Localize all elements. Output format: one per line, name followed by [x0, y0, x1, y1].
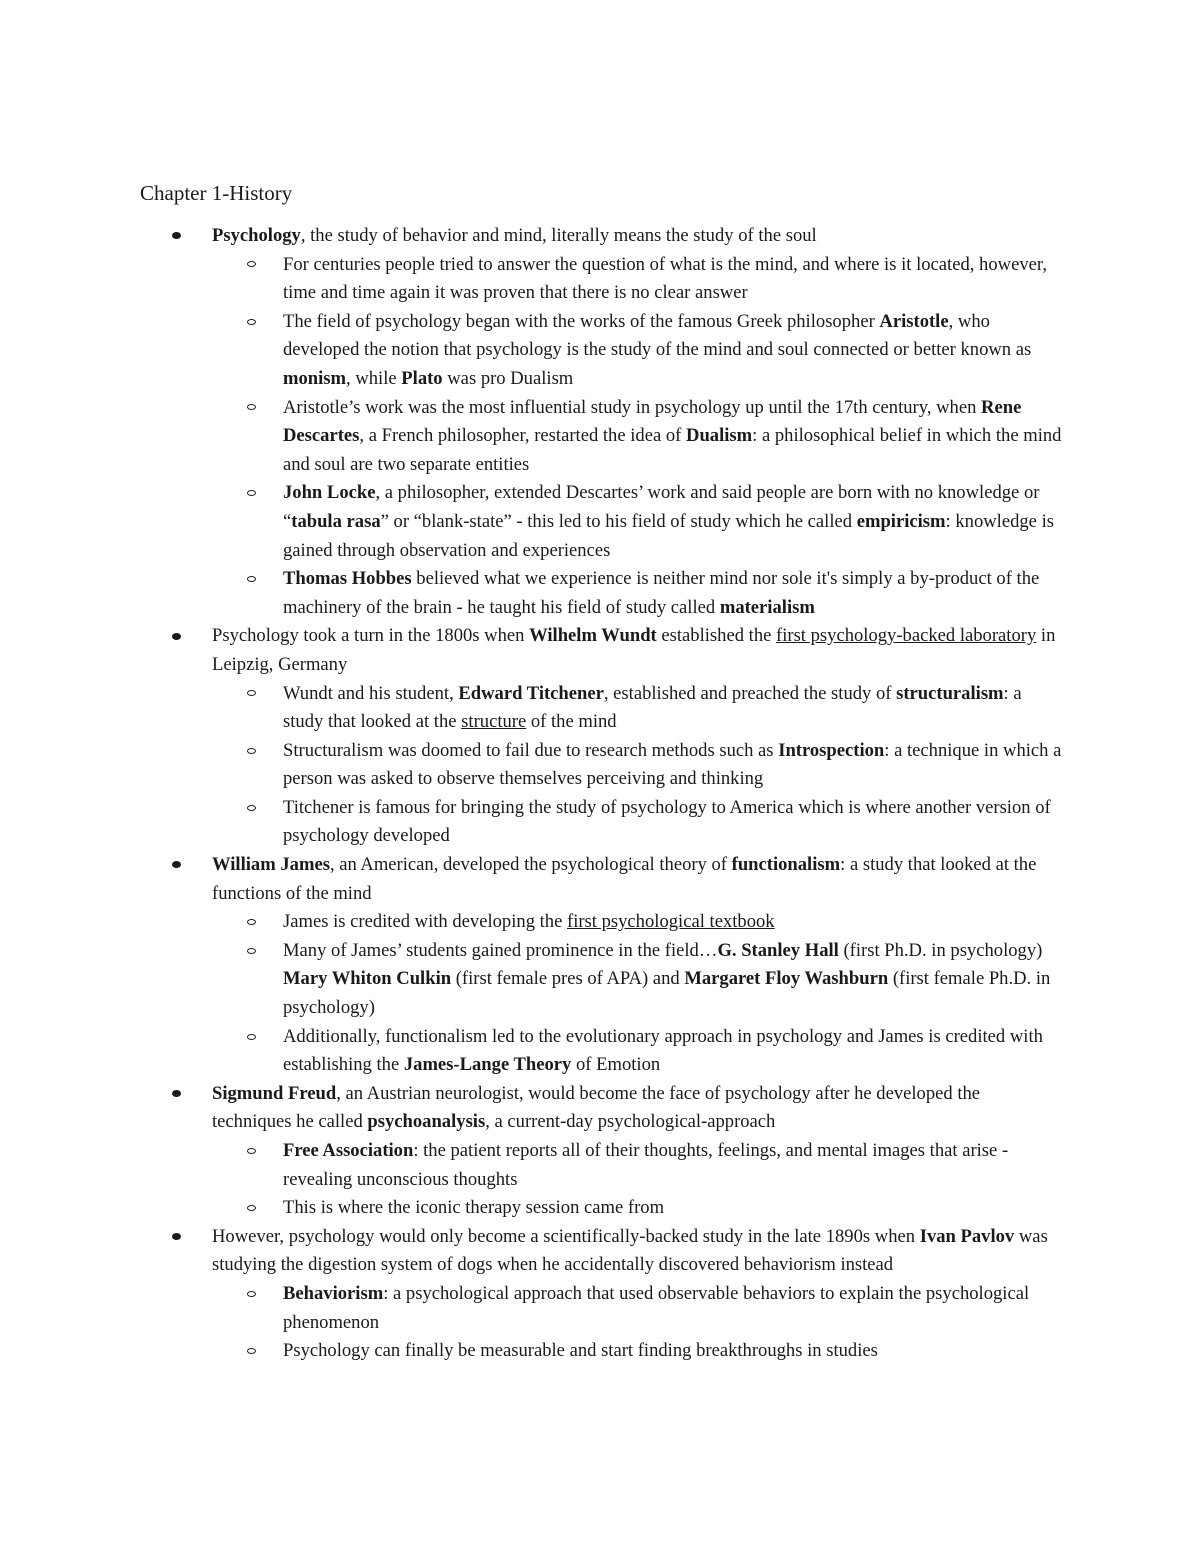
text-run: However, psychology would only become a scientifically-backed study in the late 1890s when: [212, 1225, 920, 1247]
bullet-text: [283, 397, 1061, 475]
text-run: : a technique in which a person was asked to observe themselves perceiving and thinking: [283, 739, 1062, 790]
hollow-bullet-icon: [247, 1194, 256, 1223]
hollow-bullet-icon: [247, 1337, 256, 1366]
text-run: Aristotle’s work was the most influential study in psychology up until the 17th century, when: [283, 396, 982, 418]
text-run: in Leipzig, Germany: [212, 625, 1056, 675]
bullet-text: [283, 940, 1050, 1018]
underlined-phrase: structure: [461, 711, 527, 733]
underlined-phrase: first psychological textbook: [567, 911, 775, 933]
text-run: of Emotion: [571, 1054, 661, 1076]
text-run: Psychology took a turn in the 1800s when: [212, 625, 530, 647]
bold-term: empiricism: [856, 510, 946, 532]
sub-bullet-item: [283, 1023, 1063, 1080]
text-run: Psychology can finally be measurable and start finding breakthroughs in studies: [283, 1340, 878, 1362]
sub-bullet-item: [283, 1137, 1063, 1194]
hollow-bullet-icon: [247, 394, 256, 423]
text-run: of the mind: [526, 711, 617, 733]
text-run: This is where the iconic therapy session came from: [283, 1197, 665, 1219]
text-run: , a current-day psychological-approach: [485, 1111, 776, 1133]
text-run: Titchener is famous for bringing the study of psychology to America which is where another version of psychology developed: [283, 796, 1051, 847]
bullet-item: [212, 851, 1062, 908]
filled-bullet-icon: [172, 1223, 181, 1252]
bold-term: Mary Whiton Culkin: [283, 968, 452, 990]
bold-term: tabula rasa: [291, 510, 381, 532]
sub-bullet-item: [283, 908, 1063, 937]
text-run: believed what we experience is neither mind nor sole it's simply a by-product of the machinery of the brain - he taught his field of study called: [283, 568, 1040, 618]
filled-bullet-icon: [172, 851, 181, 880]
bold-term: Thomas Hobbes: [283, 568, 412, 590]
sub-bullet-item: [283, 565, 1063, 622]
bullet-text: [283, 1283, 1029, 1333]
sub-bullet-item: [283, 680, 1063, 737]
bold-term: functionalism: [731, 854, 841, 876]
bullet-text: [283, 911, 775, 932]
hollow-bullet-icon: [247, 680, 256, 709]
bullet-text: [283, 311, 1031, 389]
bullet-item: [212, 222, 1062, 251]
bullet-text: [283, 1140, 1008, 1190]
text-run: : a study that looked at the: [283, 682, 1022, 733]
sub-bullet-item: [283, 1194, 1063, 1223]
text-run: , a French philosopher, restarted the idea of: [359, 425, 687, 447]
hollow-bullet-icon: [247, 794, 256, 823]
sub-bullet-item: [283, 1280, 1063, 1337]
text-run: : knowledge is gained through observation and experiences: [283, 510, 1054, 561]
sub-bullet-item: [283, 479, 1063, 565]
bullet-text: [283, 740, 1061, 790]
bullet-text: [212, 1226, 1048, 1276]
text-run: Many of James’ students gained prominence in the field…: [283, 939, 718, 961]
underlined-phrase: first psychology-backed laboratory: [776, 625, 1037, 647]
sub-bullet-item: [283, 251, 1063, 308]
hollow-bullet-icon: [247, 1280, 256, 1309]
text-run: established the: [656, 625, 777, 647]
bullet-text: [283, 1197, 664, 1218]
bullet-text: [283, 683, 1022, 733]
bold-term: Edward Titchener: [458, 682, 604, 704]
bold-term: Margaret Floy Washburn: [684, 968, 889, 990]
hollow-bullet-icon: [247, 1137, 256, 1166]
document-title: Chapter 1-History: [140, 181, 293, 205]
bold-term: Introspection: [778, 739, 885, 761]
text-run: , while: [346, 367, 402, 389]
sub-bullet-item: [283, 737, 1063, 794]
text-run: , an Austrian neurologist, would become the face of psychology after he developed the techniques he called: [212, 1082, 981, 1133]
bold-term: structuralism: [896, 682, 1004, 704]
text-run: : the patient reports all of their thoughts, feelings, and mental images that arise - revealing unconscious thoughts: [283, 1140, 1009, 1190]
bold-term: Rene Descartes: [283, 396, 1022, 447]
bullet-text: [283, 254, 1047, 304]
sub-bullet-item: [283, 794, 1063, 851]
text-run: , established and preached the study of: [603, 682, 897, 704]
bold-term: Sigmund Freud: [212, 1082, 337, 1104]
text-run: (first female pres of APA) and: [451, 968, 685, 990]
bold-term: John Locke: [283, 482, 376, 504]
sub-bullet-item: [283, 937, 1063, 1023]
bullet-text: [283, 1340, 878, 1361]
bullet-text: [212, 1083, 980, 1133]
text-run: was studying the digestion system of dogs when he accidentally discovered behaviorism instead: [212, 1225, 1048, 1276]
text-run: : a philosophical belief in which the mind and soul are two separate entities: [283, 425, 1062, 475]
text-run: James is credited with developing the: [283, 911, 567, 933]
bullet-text: [212, 854, 1036, 904]
hollow-bullet-icon: [247, 479, 256, 508]
bold-term: psychoanalysis: [367, 1111, 486, 1133]
bold-term: Wilhelm Wundt: [529, 625, 657, 647]
text-run: , the study of behavior and mind, literally means the study of the soul: [300, 225, 817, 246]
text-run: ” or “blank-state” - this led to his field of study which he called: [380, 510, 857, 532]
sub-bullet-item: [283, 394, 1063, 480]
bullet-text: [212, 225, 817, 246]
bold-term: Free Association: [283, 1140, 414, 1161]
text-run: , a philosopher, extended Descartes’ work and said people are born with no knowledge or “: [283, 482, 1040, 532]
sub-bullet-item: [283, 1337, 1063, 1366]
sub-bullet-item: [283, 308, 1063, 394]
filled-bullet-icon: [172, 1080, 181, 1109]
filled-bullet-icon: [172, 622, 181, 651]
hollow-bullet-icon: [247, 737, 256, 766]
hollow-bullet-icon: [247, 937, 256, 966]
bold-term: monism: [283, 367, 347, 389]
bold-term: Aristotle: [879, 310, 949, 332]
text-run: , an American, developed the psychological theory of: [329, 854, 732, 876]
text-run: For centuries people tried to answer the question of what is the mind, and where is it located, however, time and time again it was proven that there is no clear answer: [283, 253, 1047, 304]
bullet-item: [212, 1080, 1062, 1137]
bold-term: William James: [212, 854, 330, 876]
bold-term: Ivan Pavlov: [919, 1225, 1015, 1247]
text-run: , who developed the notion that psychology is the study of the mind and soul connected or better known as: [283, 310, 1032, 361]
bullet-text: [283, 568, 1039, 618]
bold-term: Psychology: [212, 225, 301, 246]
hollow-bullet-icon: [247, 251, 256, 280]
bullet-text: [283, 1026, 1043, 1076]
bold-term: Dualism: [686, 425, 753, 447]
hollow-bullet-icon: [247, 308, 256, 337]
hollow-bullet-icon: [247, 908, 256, 937]
bold-term: James-Lange Theory: [403, 1054, 572, 1076]
bullet-item: [212, 622, 1062, 679]
bullet-item: [212, 1223, 1062, 1280]
bullet-text: [212, 625, 1055, 675]
bold-term: Behaviorism: [283, 1282, 384, 1304]
hollow-bullet-icon: [247, 565, 256, 594]
text-run: was pro Dualism: [442, 367, 574, 389]
hollow-bullet-icon: [247, 1023, 256, 1052]
bullet-text: [283, 797, 1051, 847]
notes-outline: [0, 222, 1200, 1366]
text-run: (first female Ph.D. in psychology): [283, 968, 1051, 1019]
text-run: Additionally, functionalism led to the evolutionary approach in psychology and James is credited with establishing the: [283, 1025, 1043, 1076]
text-run: (first Ph.D. in psychology): [838, 939, 1043, 961]
text-run: The field of psychology began with the works of the famous Greek philosopher: [283, 310, 880, 332]
text-run: Wundt and his student,: [283, 682, 459, 704]
bullet-text: [283, 482, 1054, 560]
bold-term: G. Stanley Hall: [717, 939, 839, 961]
text-run: : a study that looked at the functions of the mind: [212, 854, 1037, 904]
text-run: : a psychological approach that used observable behaviors to explain the psychological phenomenon: [283, 1282, 1030, 1333]
bold-term: Plato: [401, 367, 443, 389]
text-run: Structuralism was doomed to fail due to research methods such as: [283, 739, 779, 761]
filled-bullet-icon: [172, 222, 181, 251]
bold-term: materialism: [719, 596, 815, 618]
